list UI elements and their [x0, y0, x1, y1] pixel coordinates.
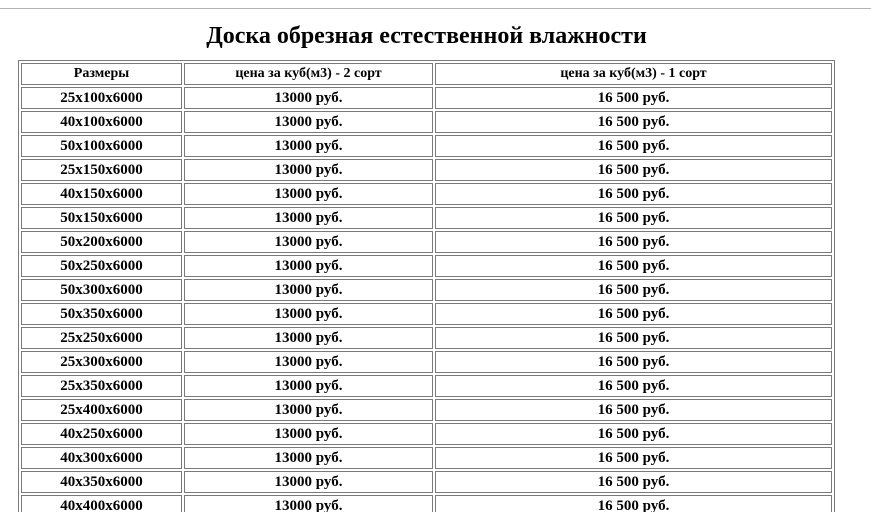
- header-price-grade-2: цена за куб(м3) - 2 сорт: [184, 63, 433, 85]
- table-row: [21, 231, 832, 253]
- table-header-row: [21, 63, 832, 85]
- size-cell: 40х100х6000: [21, 111, 182, 133]
- price-grade-2-cell: 13000 руб.: [184, 375, 433, 397]
- price-grade-1-cell: 16 500 руб.: [435, 183, 832, 205]
- table-row: [21, 471, 832, 493]
- price-grade-1-cell: 16 500 руб.: [435, 255, 832, 277]
- size-cell: 25х150х6000: [21, 159, 182, 181]
- price-grade-1-cell: 16 500 руб.: [435, 111, 832, 133]
- size-cell: 50х300х6000: [21, 279, 182, 301]
- size-cell: 40х300х6000: [21, 447, 182, 469]
- table-row: [21, 255, 832, 277]
- price-grade-1-cell: 16 500 руб.: [435, 207, 832, 229]
- price-grade-2-cell: 13000 руб.: [184, 183, 433, 205]
- price-grade-1-cell: 16 500 руб.: [435, 423, 832, 445]
- table-row: [21, 279, 832, 301]
- price-grade-2-cell: 13000 руб.: [184, 279, 433, 301]
- price-grade-2-cell: 13000 руб.: [184, 447, 433, 469]
- size-cell: 40х400х6000: [21, 495, 182, 512]
- table-row: [21, 87, 832, 109]
- price-grade-2-cell: 13000 руб.: [184, 111, 433, 133]
- size-cell: 40х350х6000: [21, 471, 182, 493]
- size-cell: 25х100х6000: [21, 87, 182, 109]
- top-divider: [0, 8, 871, 9]
- price-grade-1-cell: 16 500 руб.: [435, 471, 832, 493]
- price-grade-1-cell: 16 500 руб.: [435, 87, 832, 109]
- price-grade-2-cell: 13000 руб.: [184, 423, 433, 445]
- table-row: [21, 207, 832, 229]
- header-price-grade-1: цена за куб(м3) - 1 сорт: [435, 63, 832, 85]
- table-body: [21, 87, 832, 512]
- table-row: [21, 423, 832, 445]
- price-grade-1-cell: 16 500 руб.: [435, 447, 832, 469]
- table-row: [21, 375, 832, 397]
- table-row: [21, 303, 832, 325]
- price-grade-2-cell: 13000 руб.: [184, 135, 433, 157]
- size-cell: 25х300х6000: [21, 351, 182, 373]
- price-grade-1-cell: 16 500 руб.: [435, 495, 832, 512]
- size-cell: 50х200х6000: [21, 231, 182, 253]
- price-grade-2-cell: 13000 руб.: [184, 327, 433, 349]
- price-grade-1-cell: 16 500 руб.: [435, 279, 832, 301]
- table-row: [21, 159, 832, 181]
- size-cell: 25х400х6000: [21, 399, 182, 421]
- table-row: [21, 327, 832, 349]
- size-cell: 50х350х6000: [21, 303, 182, 325]
- page-title: Доска обрезная естественной влажности: [206, 23, 647, 49]
- price-grade-1-cell: 16 500 руб.: [435, 351, 832, 373]
- size-cell: 25х250х6000: [21, 327, 182, 349]
- table-row: [21, 399, 832, 421]
- price-grade-2-cell: 13000 руб.: [184, 87, 433, 109]
- size-cell: 50х250х6000: [21, 255, 182, 277]
- table-row: [21, 495, 832, 512]
- table-row: [21, 447, 832, 469]
- table-row: [21, 135, 832, 157]
- price-grade-1-cell: 16 500 руб.: [435, 327, 832, 349]
- price-grade-2-cell: 13000 руб.: [184, 495, 433, 512]
- price-grade-2-cell: 13000 руб.: [184, 207, 433, 229]
- price-grade-2-cell: 13000 руб.: [184, 303, 433, 325]
- price-grade-1-cell: 16 500 руб.: [435, 231, 832, 253]
- size-cell: 50х150х6000: [21, 207, 182, 229]
- price-grade-1-cell: 16 500 руб.: [435, 159, 832, 181]
- price-grade-2-cell: 13000 руб.: [184, 471, 433, 493]
- size-cell: 40х150х6000: [21, 183, 182, 205]
- price-grade-2-cell: 13000 руб.: [184, 399, 433, 421]
- price-grade-1-cell: 16 500 руб.: [435, 399, 832, 421]
- price-grade-2-cell: 13000 руб.: [184, 231, 433, 253]
- price-table: [18, 60, 835, 512]
- price-grade-2-cell: 13000 руб.: [184, 255, 433, 277]
- table-row: [21, 111, 832, 133]
- price-grade-1-cell: 16 500 руб.: [435, 135, 832, 157]
- size-cell: 50х100х6000: [21, 135, 182, 157]
- table-row: [21, 183, 832, 205]
- size-cell: 25х350х6000: [21, 375, 182, 397]
- size-cell: 40х250х6000: [21, 423, 182, 445]
- price-grade-2-cell: 13000 руб.: [184, 351, 433, 373]
- header-sizes: Размеры: [21, 63, 182, 85]
- table-row: [21, 351, 832, 373]
- price-grade-1-cell: 16 500 руб.: [435, 375, 832, 397]
- price-grade-1-cell: 16 500 руб.: [435, 303, 832, 325]
- price-grade-2-cell: 13000 руб.: [184, 159, 433, 181]
